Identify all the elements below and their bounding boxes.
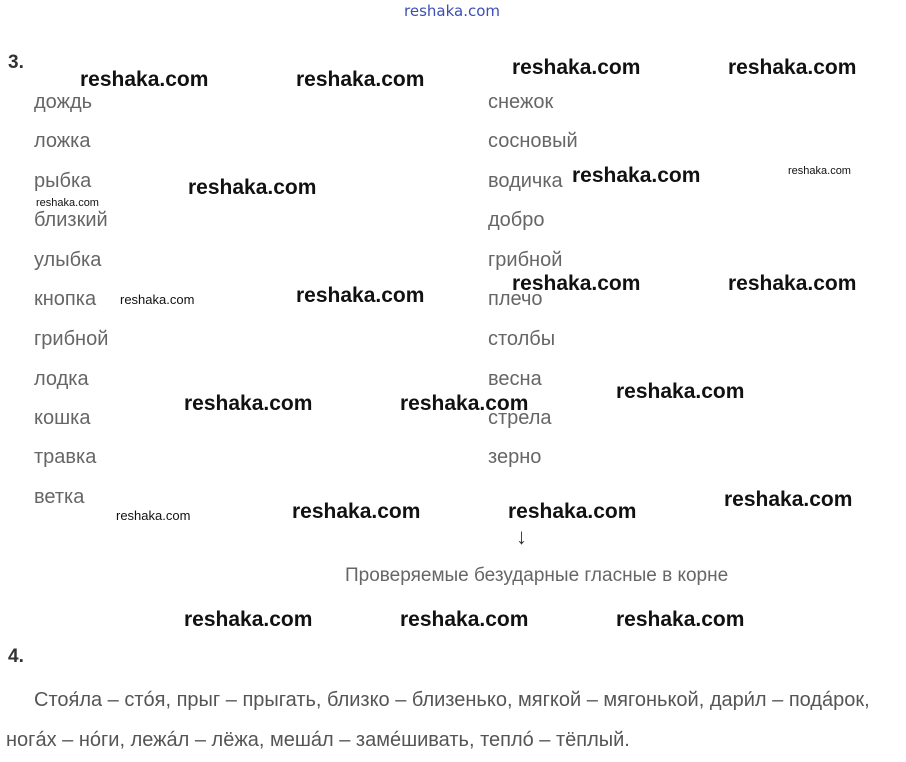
word-left-10: травка	[34, 446, 97, 468]
watermark: reshaka.com	[120, 292, 195, 307]
word-left-7: грибной	[34, 328, 109, 350]
word-left-11: ветка	[34, 486, 85, 508]
watermark: reshaka.com	[724, 488, 853, 511]
word-left-1	[34, 91, 92, 114]
watermark: reshaka.com	[512, 272, 641, 295]
word-left-8: лодка	[34, 368, 89, 390]
watermark: reshaka.com	[116, 508, 191, 523]
word-text: дождь	[34, 91, 93, 113]
word-right-6: плечо	[488, 288, 543, 310]
site-watermark-top: reshaka.com	[404, 2, 500, 20]
watermark: reshaka.com	[572, 164, 701, 187]
word-right-10: зерно	[488, 446, 542, 468]
watermark: reshaka.com	[400, 608, 529, 631]
watermark: reshaka.com	[400, 392, 529, 415]
word-right-2: сосновый	[488, 130, 578, 152]
word-left-4: близкий	[34, 209, 108, 231]
word-right-7: столбы	[488, 328, 556, 350]
watermark: reshaka.com	[788, 165, 851, 177]
watermark: reshaka.com	[184, 608, 313, 631]
word-left-5: улыбка	[34, 249, 102, 271]
watermark: reshaka.com	[508, 500, 637, 523]
word-left-3: рыбка	[34, 170, 92, 192]
watermark: reshaka.com	[512, 56, 641, 79]
word-left-9: кошка	[34, 407, 91, 429]
word-right-5: грибной	[488, 249, 563, 271]
watermark: reshaka.com	[80, 68, 209, 91]
exercise-4-text: Стоя́ла – стóя, прыг – прыгать, близко – близенько, мягкой – мягонькой, дари́л – подáрок, ногáх – нóги, лежáл – лёжа, мешáл – замéшивать, теплó – тёплый.	[6, 689, 870, 751]
exercise-4-number: 4.	[8, 646, 24, 667]
word-left-2: ложка	[34, 130, 91, 152]
watermark: reshaka.com	[728, 272, 857, 295]
word-right-4: добро	[488, 209, 545, 231]
watermark: reshaka.com	[188, 176, 317, 199]
watermark: reshaka.com	[616, 608, 745, 631]
word-right-1: снежок	[488, 91, 554, 113]
watermark: reshaka.com	[728, 56, 857, 79]
word-left-6: кнопка	[34, 288, 97, 310]
word-right-3: водичка	[488, 170, 563, 192]
down-arrow-icon: ↓	[516, 524, 527, 549]
exercise-3-caption: Проверяемые безударные гласные в корне	[345, 565, 729, 586]
word-right-9: стрела	[488, 407, 552, 429]
watermark: reshaka.com	[296, 68, 425, 91]
watermark: reshaka.com	[296, 284, 425, 307]
watermark: reshaka.com	[184, 392, 313, 415]
watermark: reshaka.com	[292, 500, 421, 523]
watermark: reshaka.com	[36, 197, 99, 209]
word-right-8: весна	[488, 368, 542, 390]
watermark: reshaka.com	[616, 380, 745, 403]
exercise-3-number: 3.	[8, 52, 24, 73]
